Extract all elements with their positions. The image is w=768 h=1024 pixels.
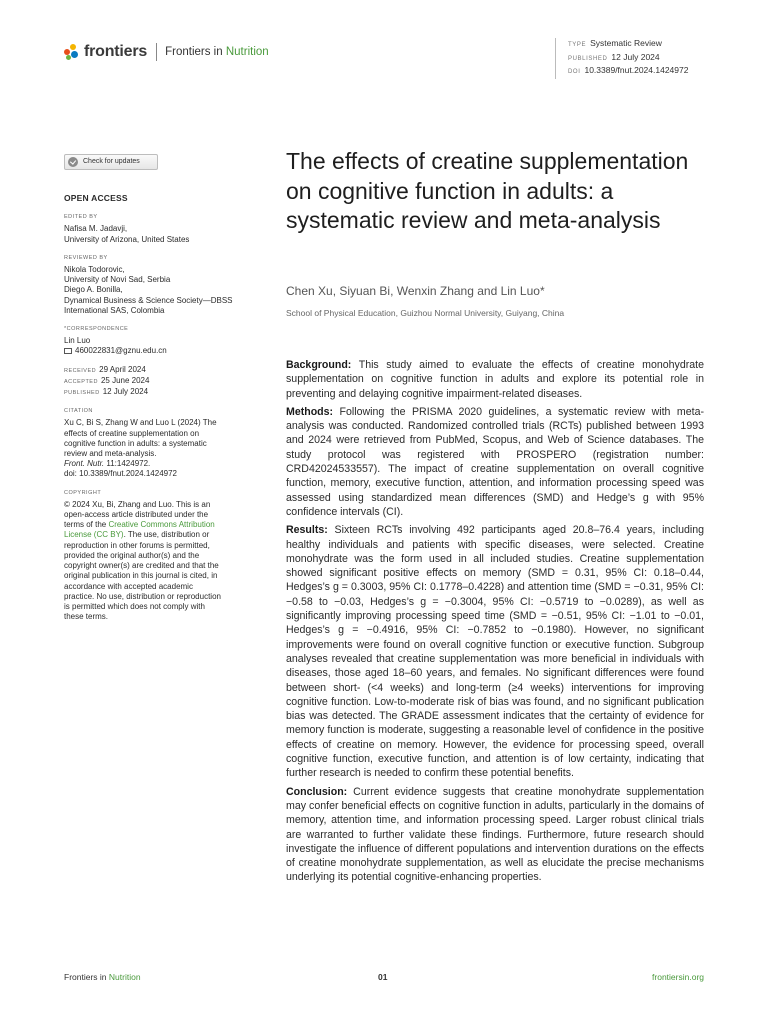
article-sidebar [64, 193, 264, 630]
reviewed-by-block: REVIEWED BY Nikola Todorovic, University of Novi Sad, Serbia Diego A. Bonilla, Dynamical Business & Science Society—DBSS International SAS, Colombia [64, 254, 233, 315]
meta-published: PUBLISHED 12 July 2024 [568, 51, 660, 62]
journal-header [64, 42, 269, 62]
header-divider [156, 43, 157, 61]
abstract-background: Background: This study aimed to evaluate the effects of creatine monohydrate supplementation on cognitive function in adults and explore its potential role in preventing and delaying cognitive impairment-related diseases. [286, 359, 704, 400]
frontiers-logo-text: frontiers [84, 43, 148, 60]
abstract [286, 358, 704, 889]
abstract-results: Results: Sixteen RCTs involving 492 participants aged 20.8–76.4 years, including healthy individuals and patients with specific diseases, were selected. Creatine monohydrate was the form used in all included studies. Creatine supplementation showed significant positive effects on memory (SMD = 0.31, 95% CI: 0.18–0.44, Hedges’s g = 0.3003, 95% CI: 0.1778–0.4228) and attention time (SMD = −0.31, 95% CI: −0.58 to −0.03, Hedges’s g = −0.3004, 95% CI: −0.5719 to −0.0289), as well as significantly improving processing speed time (SMD = −0.51, 95% CI: −1.01 to −0.01, Hedges’s g = −0.4916, 95% CI: −0.7852 to −0.1980). However, no significant improvements were found on overall cognitive function or executive function. Subgroup analyses revealed that creatine supplementation was more beneficial in individuals with diseases, those aged 18–60 years, and females. No significant differences were found between short- (<4 weeks) and long-term (≥4 weeks) interventions for improving cognitive function. Low-to-moderate risk of bias was found, and no significant publication bias was detected. The GRADE assessment indicates that the certainty of evidence for memory function is moderate, suggesting a reasonable level of confidence in the positive effects of creatine on memory. However, the evidence for processing speed, overall cognitive function, executive function, and attention is of low certainty, indicating that further research is needed to confirm these potential benefits. [286, 524, 704, 780]
edited-by-block: EDITED BY Nafisa M. Jadavji, University of Arizona, United States [64, 214, 190, 244]
article-authors: Chen Xu, Siyuan Bi, Wenxin Zhang and Lin Luo* [286, 284, 545, 298]
check-icon [68, 157, 78, 167]
check-for-updates-button[interactable]: Check for updates [64, 154, 158, 170]
abstract-conclusion: Conclusion: Current evidence suggests that creatine monohydrate supplementation may confer beneficial effects on cognitive function in adults, particularly in the domains of memory, attention time, and information processing speed. Larger robust clinical trials are warranted to further validate these findings. Furthermore, future research should investigate the influence of different populations and intervention durations on the effects of creatine monohydrate supplementation, as well as elucidate the precise mechanisms underlying its potential cognitive-enhancing properties. [286, 785, 704, 884]
correspondence-email[interactable]: 460022831@gznu.edu.cn [75, 346, 167, 356]
open-access-label: OPEN ACCESS [64, 193, 128, 203]
article-title: The effects of creatine supplementation on cognitive function in adults: a systematic review and meta-analysis [286, 148, 689, 233]
article-meta [555, 38, 688, 79]
article-affiliation: School of Physical Education, Guizhou Normal University, Guiyang, China [286, 308, 565, 318]
footer-site-link[interactable]: frontiersin.org [652, 972, 704, 982]
frontiers-logo-icon [64, 43, 80, 61]
meta-type: TYPE Systematic Review [568, 38, 662, 48]
abstract-methods: Methods: Following the PRISMA 2020 guidelines, a systematic review with meta-analysis was conducted. Randomized controlled trials (RCTs) published between 1993 and 2024 were retrieved from PubMed, Scopus, and Web of Science databases. The study protocol was registered with PROSPERO (registration number: CRD42024533557). The impact of creatine supplementation on overall cognitive function, memory, executive function, attention, and information processing speed was assessed using standardized mean differences (SMD) and Hedge’s g with 95% confidence intervals (CI). [286, 405, 704, 518]
copyright-block: COPYRIGHT © 2024 Xu, Bi, Zhang and Luo. This is an open-access article distributed under the terms of the Creative Commons Attribution License (CC BY). The use, distribution or reproduction in other forums is permitted, provided the original author(s) and the copyright owner(s) are credited and that the original publication in this journal is cited, in accordance with accepted academic practice. No use, distribution or reproduction is permitted which does not comply with these terms. [64, 489, 221, 622]
meta-doi: DOI 10.3389/fnut.2024.1424972 [568, 65, 689, 75]
correspondence-block: *CORRESPONDENCE Lin Luo 460022831@gznu.edu.cn [64, 326, 167, 356]
citation-block: CITATION Xu C, Bi S, Zhang W and Luo L (2024) The effects of creatine supplementation on cognitive function in adults: a systematic review and meta-analysis. Front. Nutr. 11:1424972. doi: 10.3389/fnut.2024.1424972 [64, 408, 217, 479]
footer-journal: Frontiers in Nutrition [64, 972, 141, 982]
journal-title: Frontiers in Nutrition [165, 46, 269, 58]
dates-block: RECEIVED 29 April 2024 ACCEPTED 25 June 2024 PUBLISHED 12 July 2024 [64, 364, 150, 397]
page-number: 01 [378, 972, 388, 982]
cc-license-link[interactable]: Creative Commons Attribution [108, 520, 215, 530]
email-icon [64, 348, 72, 354]
cc-license-link-cont[interactable]: License (CC BY) [64, 530, 124, 540]
